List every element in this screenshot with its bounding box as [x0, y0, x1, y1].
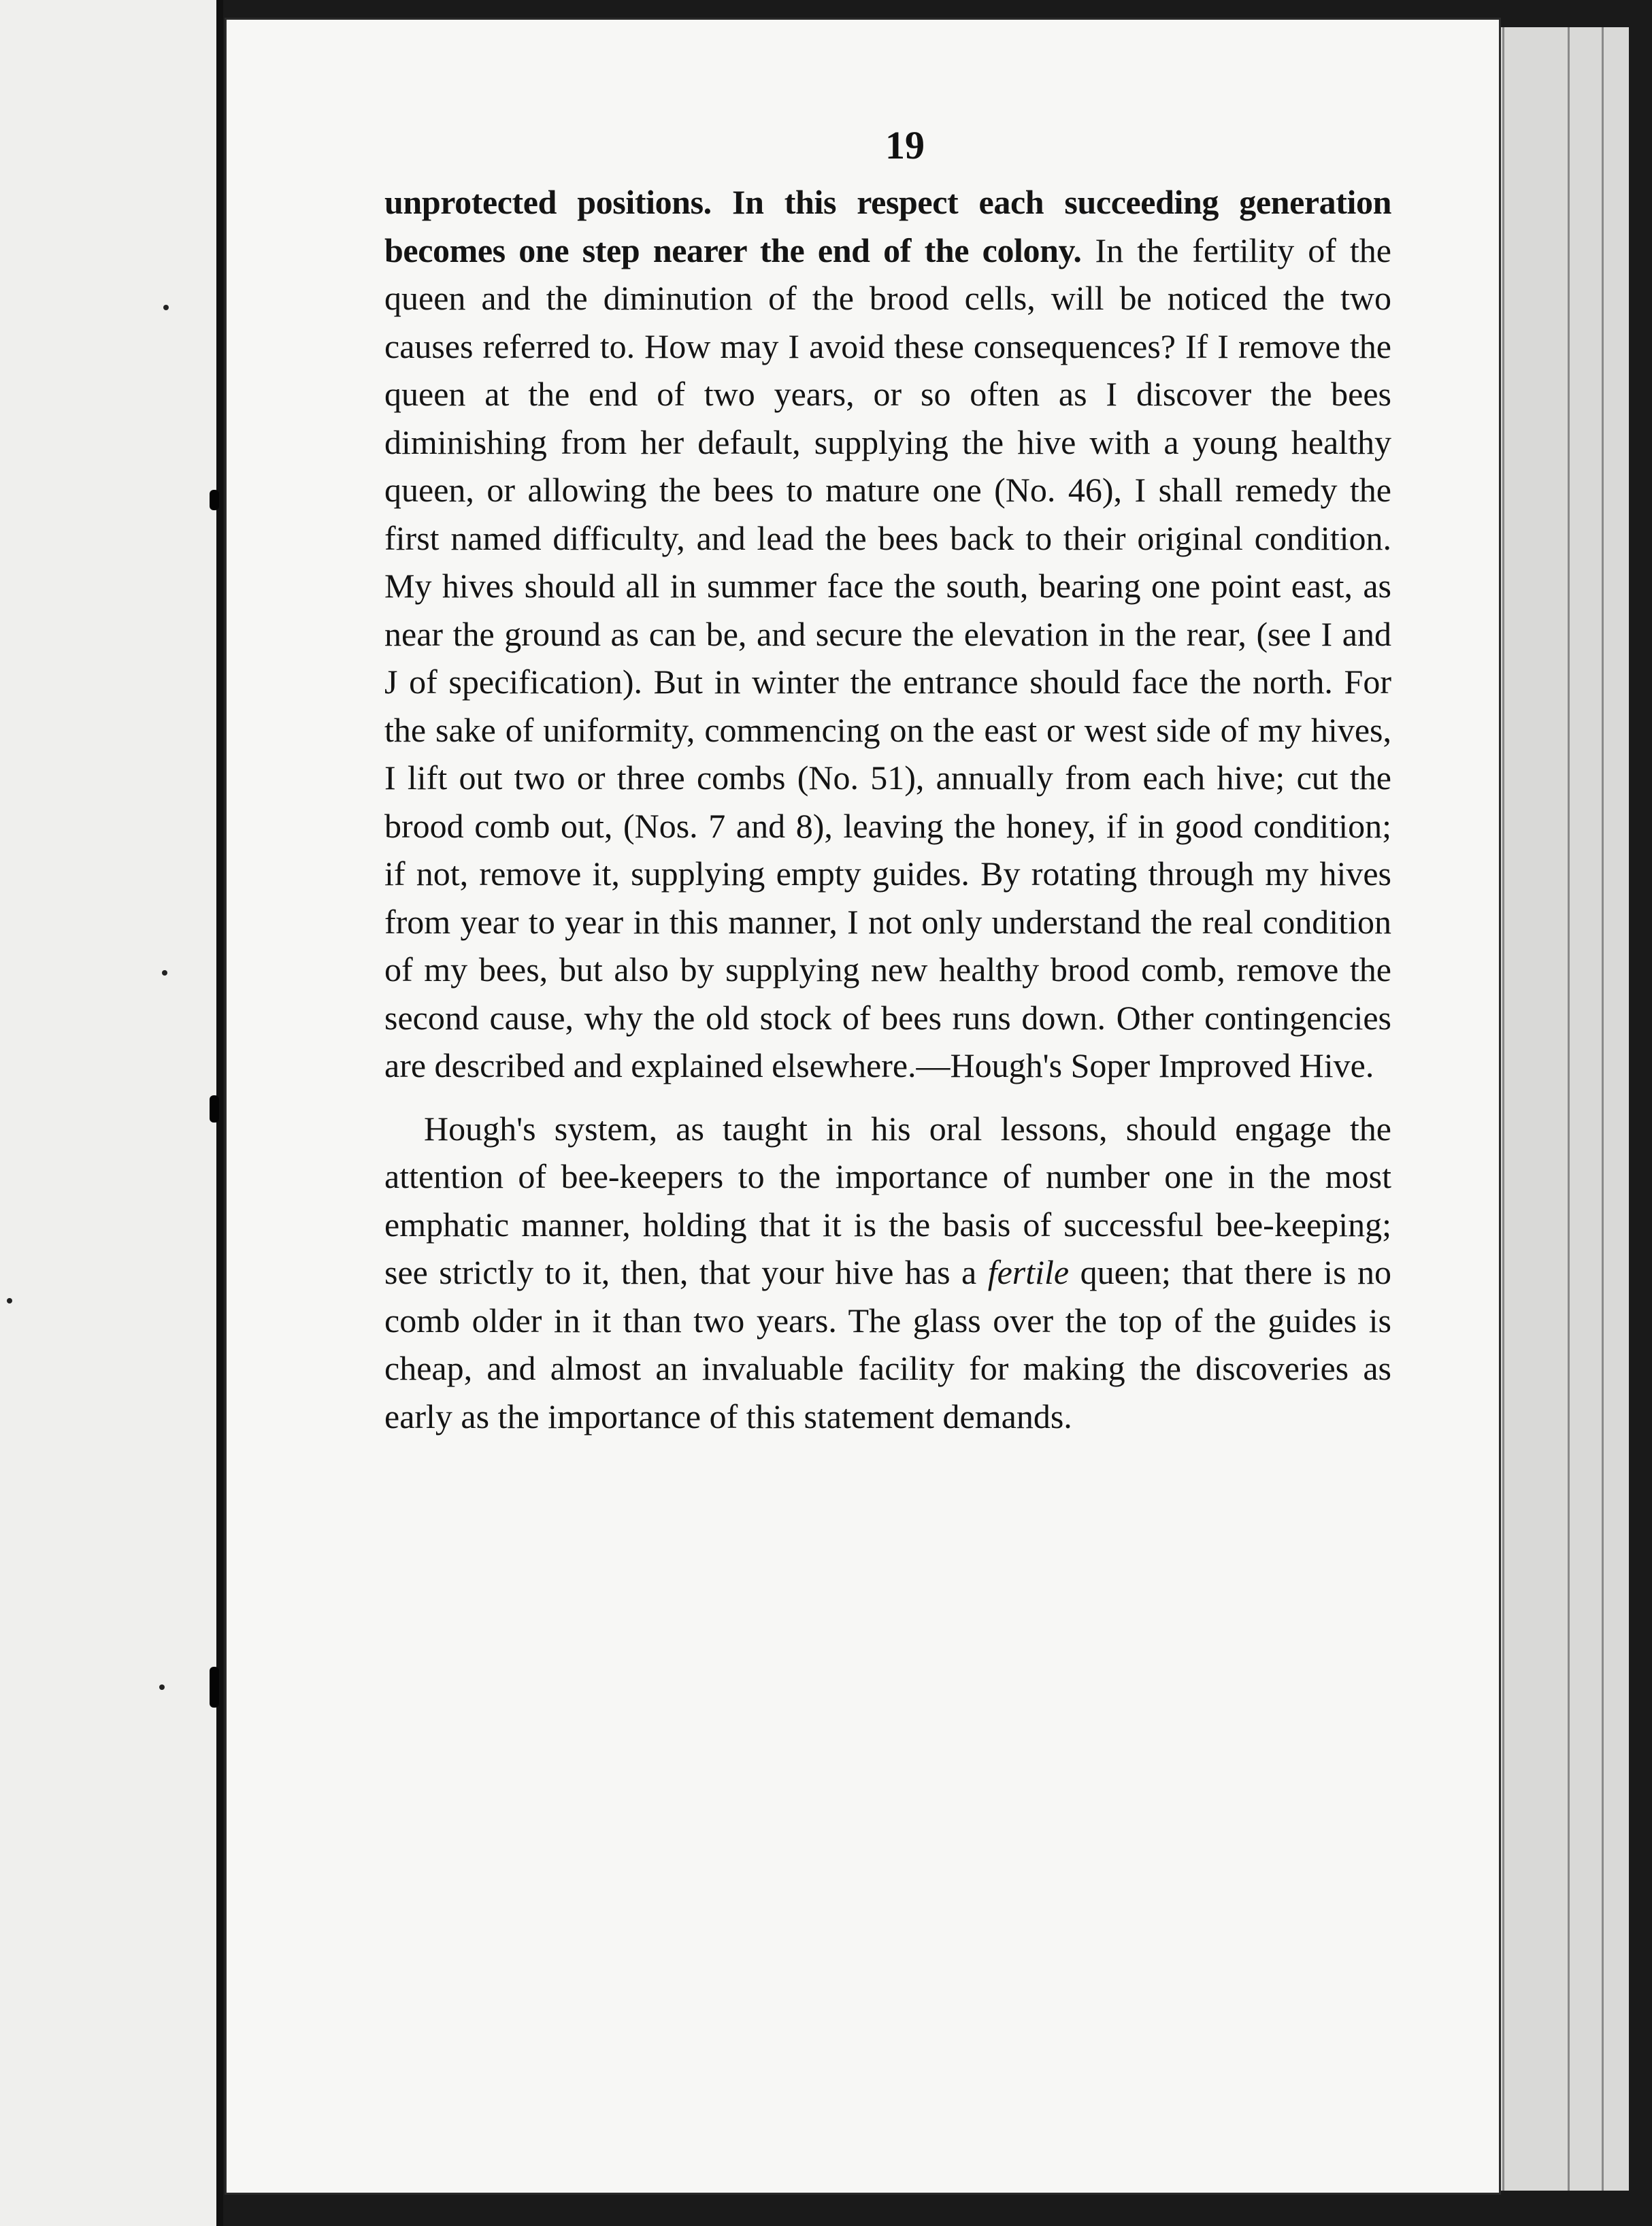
- emphasis-text: fertile: [987, 1253, 1070, 1291]
- page-number: 19: [885, 123, 925, 167]
- paragraph-text: queen; that there is no comb older in it than two years. The glass over the top of the guides is cheap, and almost an invaluable facility for making the discoveries as early as the importance of this statement demands.: [384, 1253, 1391, 1435]
- speck: [159, 1684, 165, 1690]
- page-body: [384, 178, 1391, 1440]
- page-edges: [1483, 27, 1629, 2191]
- left-page: [0, 0, 223, 2226]
- speck: [162, 970, 167, 976]
- speck: [163, 305, 169, 310]
- speck: [7, 1298, 12, 1303]
- paragraph: [384, 178, 1391, 1090]
- binding-marks: [204, 0, 231, 2226]
- paragraph-text: In the fertility of the queen and the diminution of the brood cells, will be noticed the two causes referred to. How may I avoid these consequences? If I remove the queen at the end of two years, or so often as I discover the bees diminishing from her default, supplying the hive with a young healthy queen, or allowing the bees to mature one (No. 46), I shall remedy the first named difficulty, and lead the bees back to their original condition. My hives should all in summer face the south, bearing one point east, as near the ground as can be, and secure the elevation in the rear, (see I and J of specification). But in winter the entrance should face the north. For the sake of uniformity, commencing on the east or west side of my hives, I lift out two or three combs (No. 51), annually from each hive; cut the brood comb out, (Nos. 7 and 8), leaving the honey, if in good condition; if not, remove it, supplying empty guides. By rotating through my hives from year to year in this manner, I not only understand the real condition of my bees, but also by supplying new healthy brood comb, remove the second cause, why the old stock of bees runs down. Other contingencies are described and explained elsewhere.—Hough's Soper Improved Hive.: [384, 231, 1391, 1084]
- paragraph-text: Hough's system, as taught in his oral lessons, should engage the attention of bee-keepers to the importance of number one in the most emphatic manner, holding that it is the basis of successful bee-keeping; see strictly to it, then, that your hive has a: [384, 1109, 1391, 1291]
- paragraph: [384, 1105, 1391, 1441]
- paragraph-lead: unprotected positions. In this respect each succeeding generation becomes one step nearer the end of the colony.: [384, 183, 1391, 269]
